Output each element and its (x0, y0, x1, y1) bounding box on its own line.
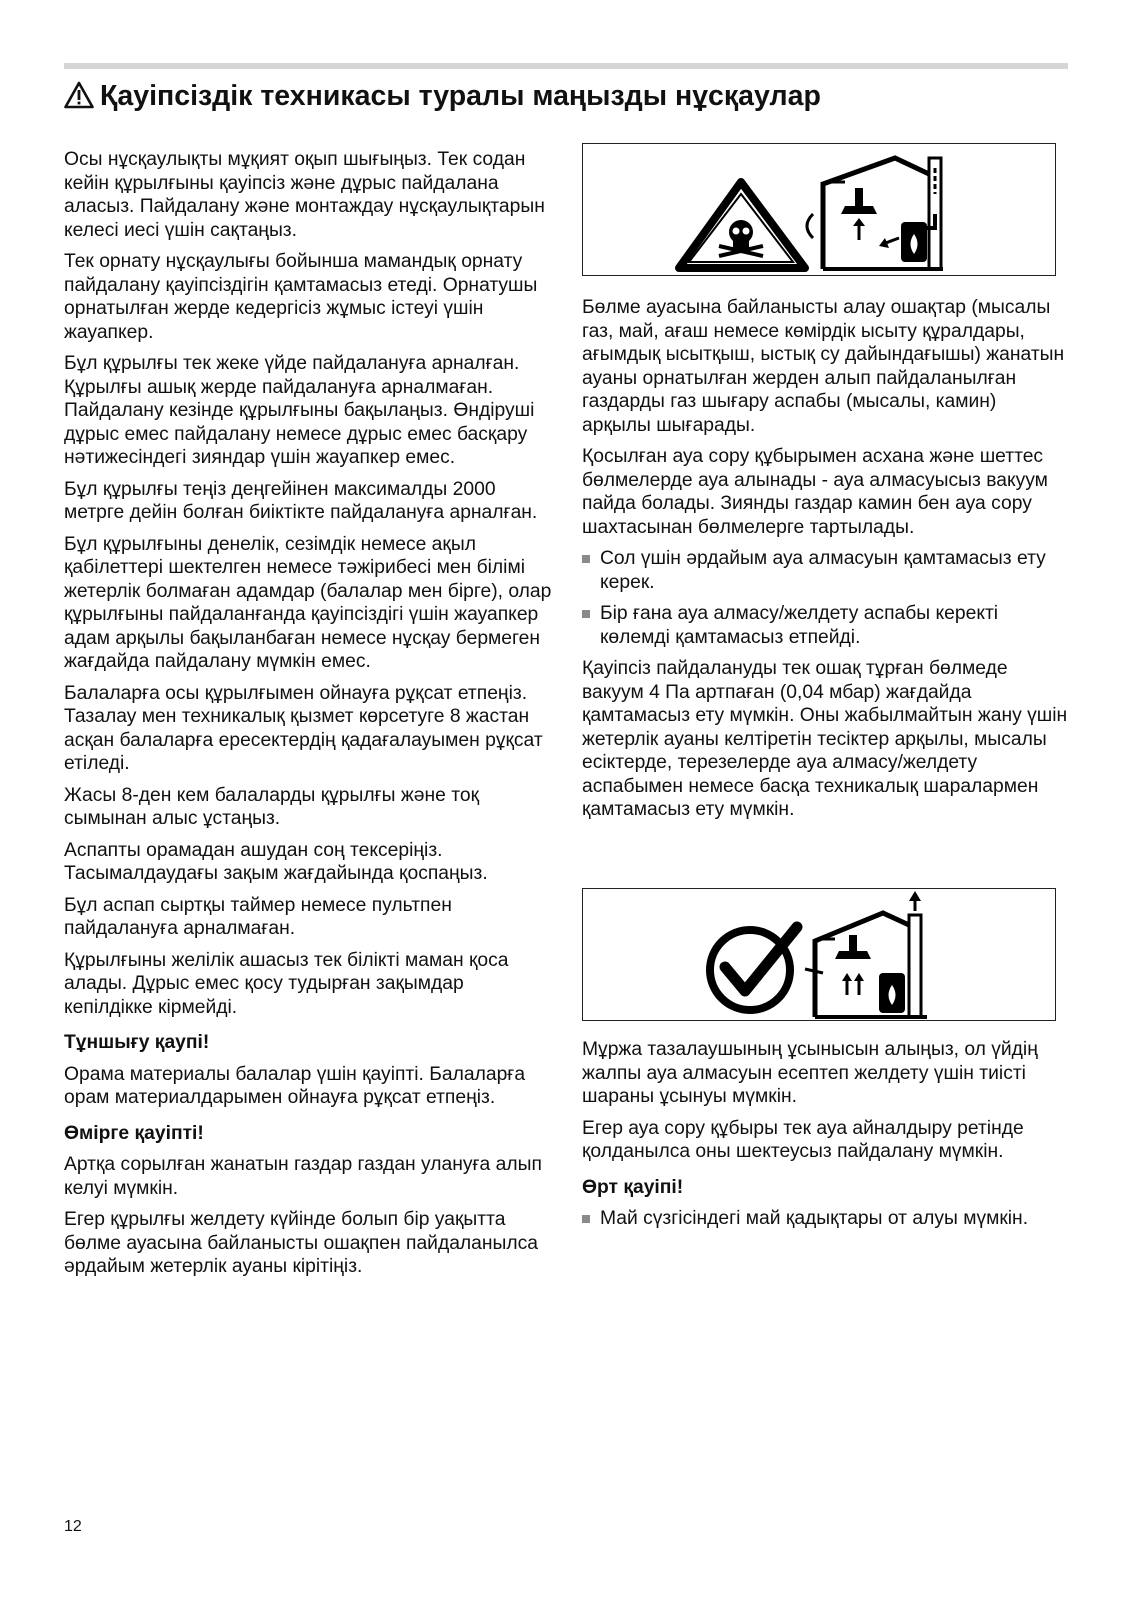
paragraph: Осы нұсқаулықты мұқият оқып шығыңыз. Тек содан кейін құрылғыны қауіпсіз және дұрыс пайдалана аласыз. Пайдалану және монтаждау нұсқаулықтарын келесі иесі үшін сақтаңыз. (64, 149, 545, 241)
section-heading: Тұншығу қаупі! (64, 1032, 210, 1053)
bullet-item (582, 547, 1070, 594)
bullet-text: Сол үшін әрдайым ауа алмасуын қамтамасыз ету керек. (600, 548, 1046, 593)
bullet-square-icon (582, 1215, 590, 1223)
paragraph: Мұржа тазалаушының ұсынысын алыңыз, ол үйдің жалпы ауа алмасуын есептеп желдету үшін тиісті шараны ұсынуы мүмкін. (582, 1039, 1038, 1107)
right-column-lower (582, 1038, 1070, 1239)
checkmark-house-icon (583, 889, 1057, 1022)
paragraph: Бөлме ауасына байланысты алау ошақтар (мысалы газ, май, ағаш немесе көмірдік ысыту құралдары, ағымдық ысытқыш, ыстық су дайындағышы) жанатын ауаны орнатылған жерден алып пайдаланылған газдарды газ шығару аспабы (мысалы, камин) арқылы шығарады. (582, 297, 1065, 436)
paragraph: Егер құрылғы желдету күйінде болып бір уақытта бөлме ауасына байланысты ошақпен пайдаланылса әрдайым жетерлік ауаны кірітіңіз. (64, 1209, 539, 1277)
paragraph: Бұл құрылғы тек жеке үйде пайдалануға арналған. Құрылғы ашық жерде пайдалануға арналмаған. Пайдалану кезінде құрылғыны бақылаңыз. Өндіруші дұрыс емес пайдалану немесе дұрыс емес басқару нәтижесіндегі зияндар үшін жауапкер емес. (64, 353, 535, 468)
paragraph: Бұл құрылғыны денелік, сезімдік немесе ақыл қабілеттері шектелген немесе тәжірибесі мен білімі жетерлік болмаған адамдар (балалар мен бірге), олар құрылғыны пайдаланғанда қауіпсіздігі үшін жауапкер адам арқылы бақыланбаған немесе нұсқау бермеген жағдайда пайдалану мүмкін емес. (64, 533, 552, 672)
bullet-item (582, 1207, 1070, 1231)
warning-triangle-icon (64, 81, 94, 118)
bullet-text: Май сүзгісіндегі май қадықтары от алуы мүмкін. (600, 1208, 1029, 1229)
paragraph: Орама материалы балалар үшін қауіпті. Балаларға орам материалдарымен ойнауға рұқсат етпеңіз. (64, 1063, 526, 1108)
paragraph: Артқа сорылған жанатын газдар газдан улануға алып келуі мүмкін. (64, 1154, 542, 1199)
page-title (64, 78, 1068, 118)
paragraph: Балаларға осы құрылғымен ойнауға рұқсат етпеңіз. Тазалау мен техникалық қызмет көрсетуге 8 жастан асқан балаларға ересектердің қадағалауымен рұқсат етіледі. (64, 682, 543, 774)
left-column (64, 148, 552, 1287)
bullet-square-icon (582, 610, 590, 618)
paragraph: Жасы 8-ден кем балаларды құрылғы және тоқ сымынан алыс ұстаңыз. (64, 784, 480, 829)
paragraph: Аспапты орамадан ашудан соң тексеріңіз. Тасымалдаудағы зақым жағдайында қоспаңыз. (64, 839, 488, 884)
bullet-square-icon (582, 555, 590, 563)
right-column-upper (582, 296, 1070, 830)
page-number: 12 (64, 1518, 82, 1535)
figure-ventilation-danger (582, 143, 1056, 276)
paragraph: Бұл құрылғы теңіз деңгейінен максималды 2000 метрге дейін болған биіктікте пайдалануға арналған. (64, 478, 538, 523)
bullet-text: Бір ғана ауа алмасу/желдету аспабы керекті көлемді қамтамасыз етпейді. (600, 603, 999, 648)
section-heading: Өрт қауіпі! (582, 1176, 684, 1198)
header-rule (64, 63, 1068, 69)
figure-ventilation-ok (582, 888, 1056, 1021)
skull-warning-house-icon (583, 144, 1057, 277)
section-heading: Өмірге қауіпті! (64, 1122, 204, 1144)
paragraph: Егер ауа сору құбыры тек ауа айналдыру ретінде қолданылса оны шектеусыз пайдалану мүмкін. (582, 1117, 1024, 1162)
paragraph: Тек орнату нұсқаулығы бойынша мамандық орнату пайдалану қауіпсіздігін қамтамасыз етеді. Орнатушы орнатылған жерде кедергісіз жұмыс істеуі үшін жауапкер. (64, 251, 538, 343)
bullet-item (582, 602, 1070, 649)
paragraph: Қосылған ауа сору құбырымен асхана және шеттес бөлмелерде ауа алынады - ауа алмасуысыз вакуум пайда болады. Зиянды газдар камин бен ауа сору шахтасынан бөлмелерге тартылады. (582, 446, 1048, 538)
paragraph: Құрылғыны желілік ашасыз тек білікті маман қоса алады. Дұрыс емес қосу тудырған зақымдар кепілдікке кірмейді. (64, 949, 509, 1018)
page-title-text: Қауіпсіздік техникасы туралы маңызды нұсқаулар (100, 80, 821, 112)
paragraph: Бұл аспап сыртқы таймер немесе пультпен пайдалануға арналмаған. (64, 894, 452, 939)
paragraph: Қауіпсіз пайдалануды тек ошақ тұрған бөлмеде вакуум 4 Па артпаған (0,04 мбар) жағдайда қамтамасыз ету мүмкін. Оны жабылмайтын жану үшін жетерлік ауаны келтіретін тесіктер арқылы, мысалы есіктерде, терезелерде ауа алмасу/желдету аспабымен немесе басқа техникалық шаралармен қамтамасыз ету мүмкін. (582, 658, 1068, 820)
